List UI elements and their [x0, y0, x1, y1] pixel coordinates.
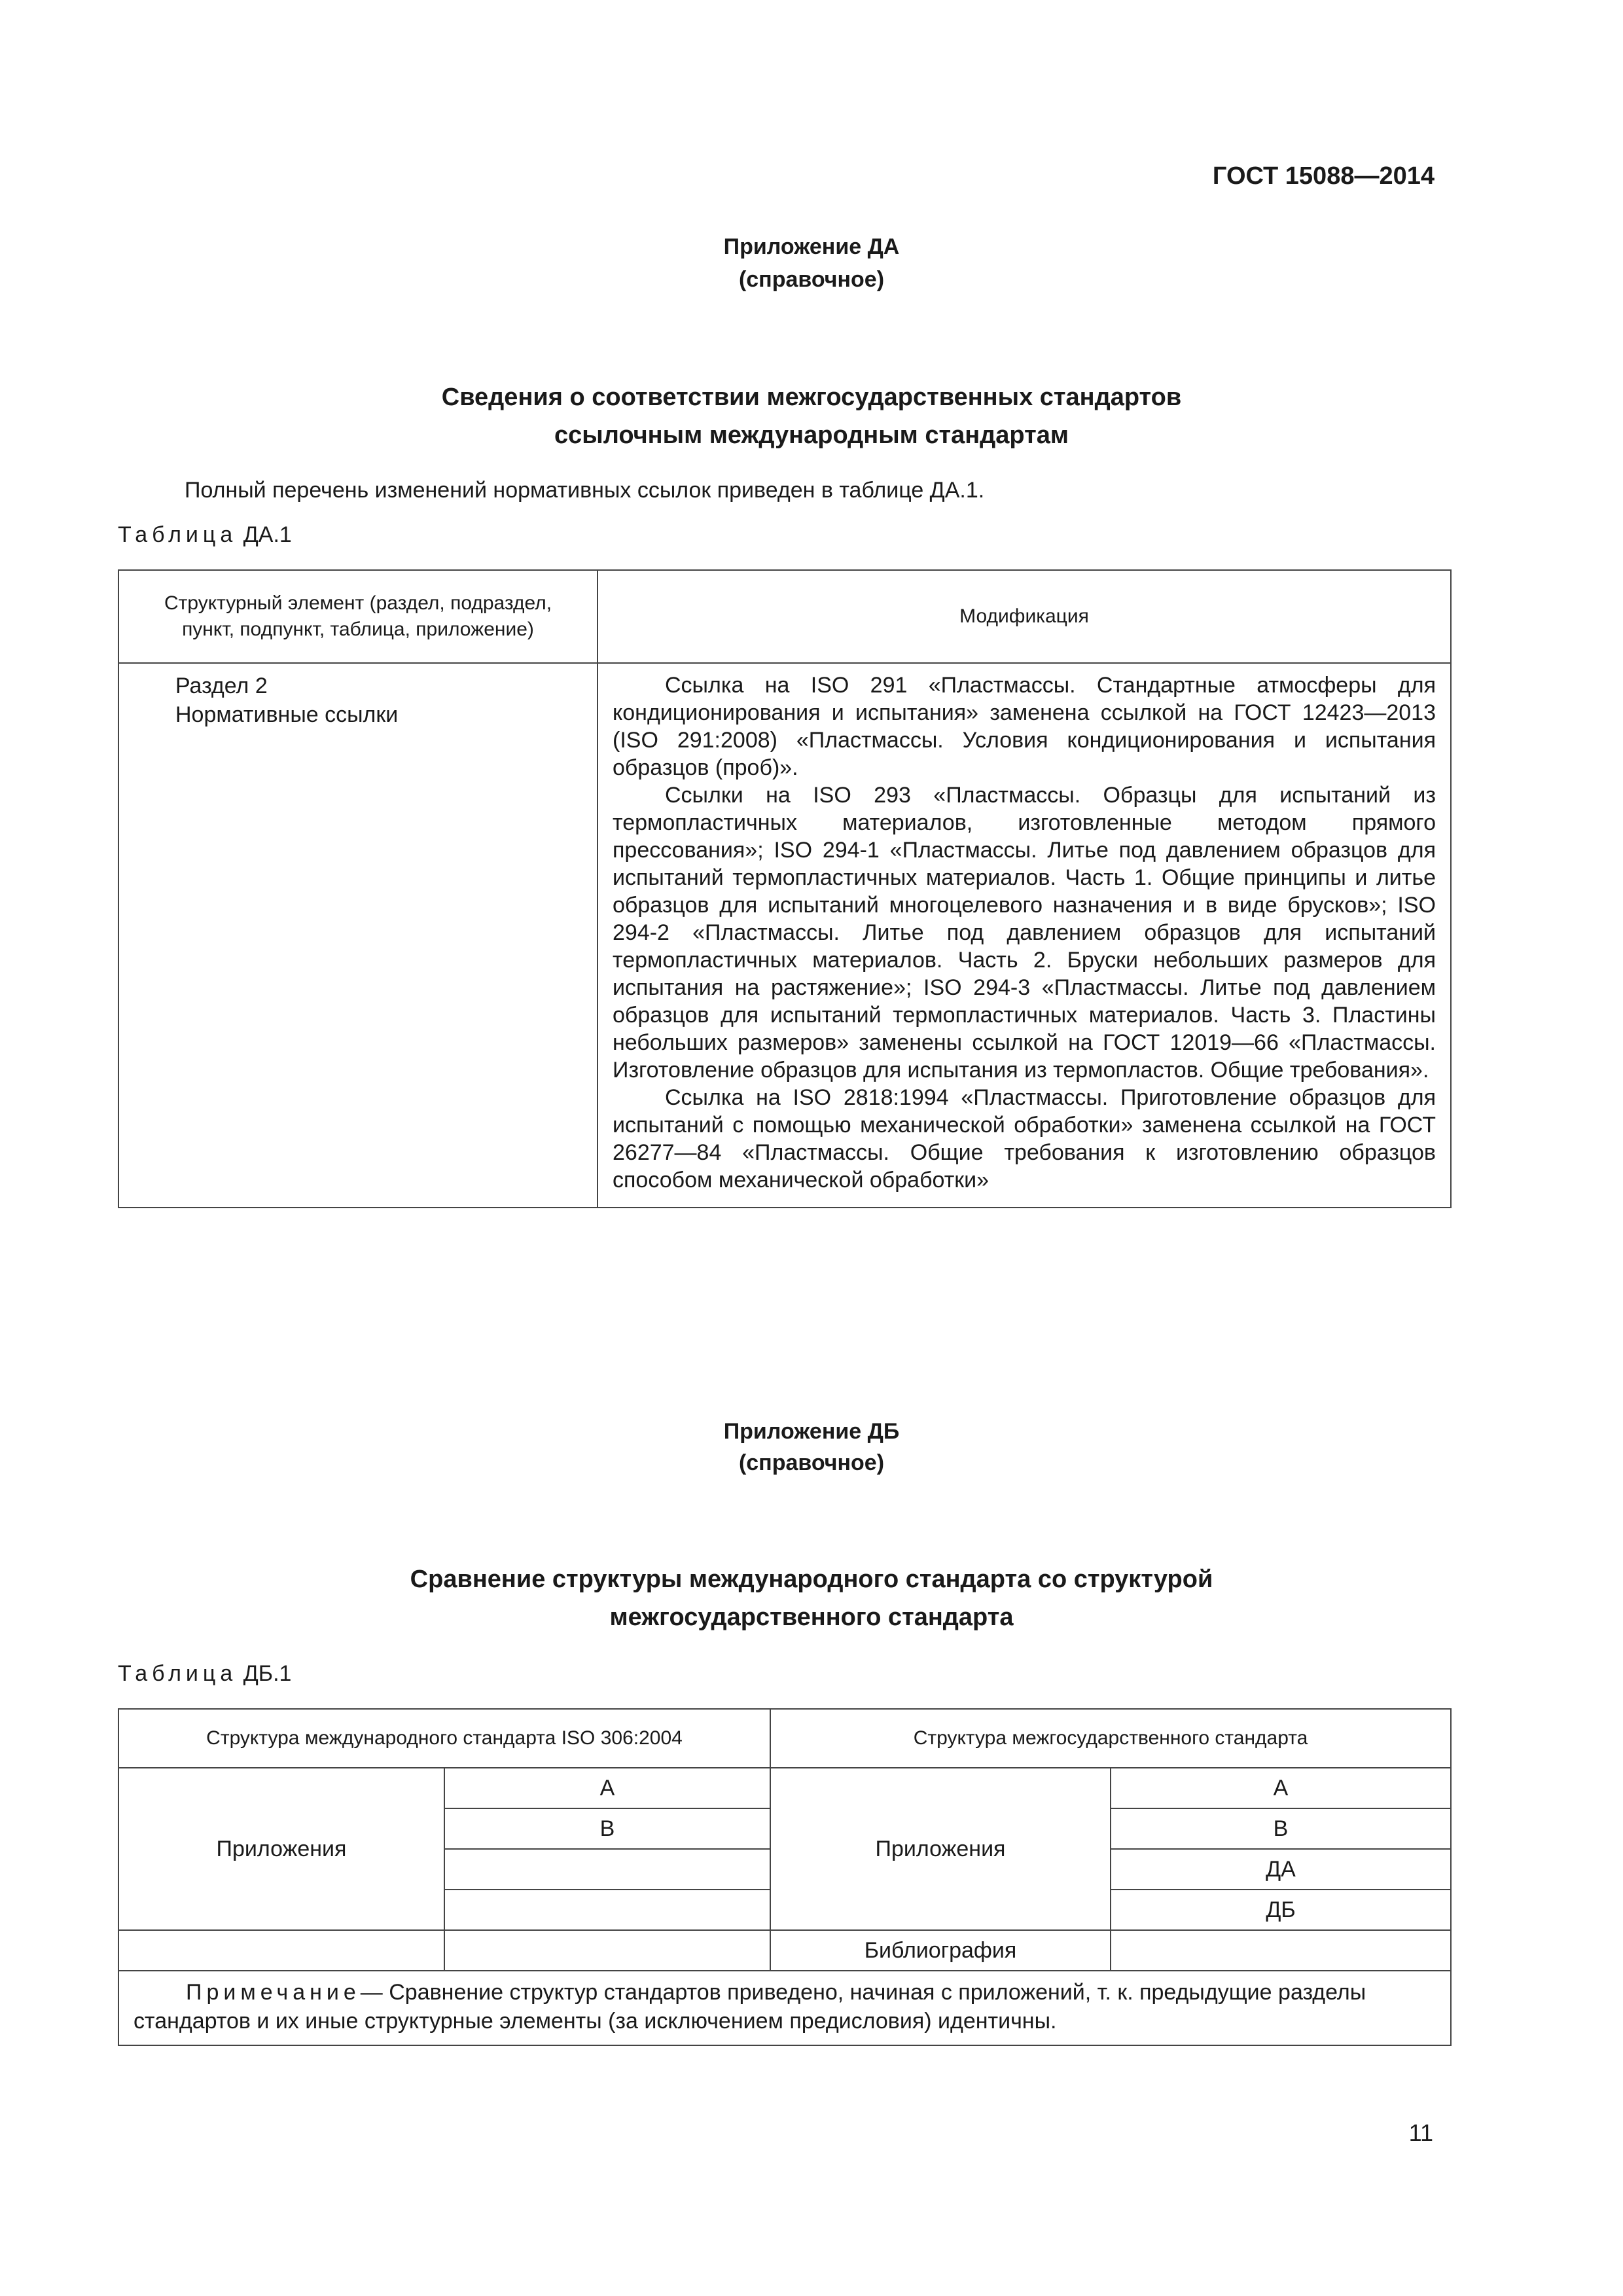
appendix-da-subtitle: (справочное) [738, 267, 885, 292]
table-da1-caption [118, 522, 292, 548]
table-header-structural-element [118, 570, 597, 663]
appendix-da-heading-line1: Сведения о соответствии межгосударственных стандартов [441, 384, 1182, 411]
right-item: ДА [1111, 1849, 1451, 1890]
empty-cell [444, 1930, 770, 1971]
bibliography-cell: Библиография [770, 1930, 1111, 1971]
table-header-international: Структура международного стандарта ISO 306:2004 [118, 1709, 770, 1768]
appendix-db-heading-line1: Сравнение структуры международного стандарта со структурой [410, 1566, 1213, 1593]
right-item: A [1111, 1768, 1451, 1808]
table-note [118, 1971, 1451, 2045]
header-line: Структурный элемент (раздел, подраздел, [164, 592, 552, 614]
table-da1 [118, 569, 1452, 1208]
table-cell-section [118, 663, 597, 1208]
modification-paragraph: Ссылки на ISO 293 «Пластмассы. Образцы для испытаний из термопластичных материалов, изготовленные методом прямого прессования»; ISO 294-1 «Пластмассы. Литье под давлением образцов для испытаний термопластичных материалов. Часть 1. Общие принципы и литье образцов для испытаний многоцелевого назначения и в виде брусков»; ISO 294-2 «Пластмассы. Литье под давлением образцов для испытаний термопластичных материалов. Часть 2. Бруски небольших размеров для испытания на растяжение»; ISO 294-3 «Пластмассы. Литье под давлением образцов для испытаний термопластичных материалов. Часть 3. Пластины небольших размеров» заменены ссылкой на ГОСТ 12019—66 «Пластмассы. Изготовление образцов для испытания из термопластов. Общие требования». [613, 783, 1436, 1083]
section-label: Раздел 2 [175, 673, 268, 698]
section-name: Нормативные ссылки [175, 702, 399, 727]
right-group-label: Приложения [770, 1768, 1111, 1930]
appendix-db-heading-line2: межгосударственного стандарта [609, 1604, 1014, 1631]
right-item: ДБ [1111, 1890, 1451, 1930]
appendix-db-subtitle: (справочное) [738, 1450, 885, 1475]
table-row [118, 1930, 1451, 1971]
table-header-interstate: Структура межгосударственного стандарта [770, 1709, 1451, 1768]
left-item-empty [444, 1849, 770, 1890]
table-caption-number: ДБ.1 [243, 1661, 292, 1686]
left-item: A [444, 1768, 770, 1808]
table-header-modification: Модификация [597, 570, 1451, 663]
note-label: Примечание [186, 1980, 361, 2005]
table-header-row [118, 1709, 1451, 1768]
left-item: B [444, 1808, 770, 1849]
page-number: 11 [1408, 2119, 1433, 2146]
left-group-label: Приложения [118, 1768, 444, 1930]
table-row [118, 1768, 1451, 1808]
left-item-empty [444, 1890, 770, 1930]
note-text: — Сравнение структур стандартов приведено, начиная с приложений, т. к. предыдущие разделы стандартов и их иные структурные элементы (за исключением предисловия) идентичны. [134, 1980, 1366, 2034]
table-cell-modification [597, 663, 1451, 1208]
table-note-row [118, 1971, 1451, 2045]
right-item: B [1111, 1808, 1451, 1849]
modification-paragraph: Ссылка на ISO 2818:1994 «Пластмассы. Приготовление образцов для испытаний с помощью механической обработки» заменена ссылкой на ГОСТ 26277—84 «Пластмассы. Общие требования к изготовлению образцов способом механической обработки» [613, 1085, 1436, 1193]
document-id: ГОСТ 15088—2014 [1212, 162, 1435, 190]
table-db1 [118, 1708, 1452, 2046]
empty-cell [118, 1930, 444, 1971]
empty-cell [1111, 1930, 1451, 1971]
appendix-da-heading-line2: ссылочным международным стандартам [554, 422, 1069, 449]
modification-paragraph: Ссылка на ISO 291 «Пластмассы. Стандартные атмосферы для кондиционирования и испытания» заменена ссылкой на ГОСТ 12423—2013 (ISO 291:2008) «Пластмассы. Условия кондиционирования и испытания образцов (проб)». [613, 673, 1436, 780]
appendix-da-intro: Полный перечень изменений нормативных ссылок приведен в таблице ДА.1. [185, 478, 985, 503]
table-row [118, 663, 1451, 1208]
table-db1-caption [118, 1661, 291, 1687]
header-line: пункт, подпункт, таблица, приложение) [182, 619, 534, 640]
table-header-row [118, 570, 1451, 663]
table-caption-prefix: Таблица [118, 1661, 238, 1686]
appendix-db-title: Приложение ДБ [723, 1419, 900, 1444]
table-caption-number: ДА.1 [243, 522, 292, 547]
appendix-da-title: Приложение ДА [723, 234, 900, 259]
table-caption-prefix: Таблица [118, 522, 238, 547]
